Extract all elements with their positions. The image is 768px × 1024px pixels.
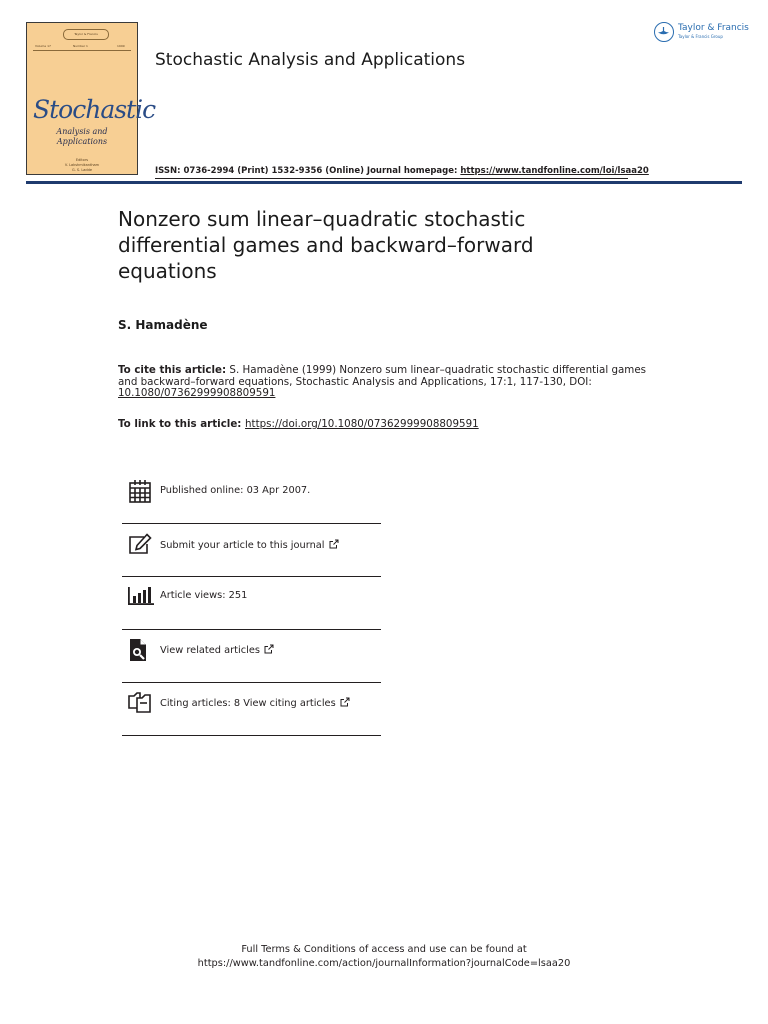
cover-subtitle — [27, 127, 137, 147]
cover-number: Number 1 — [73, 44, 88, 48]
related-articles-link[interactable] — [160, 644, 274, 657]
info-divider — [122, 682, 381, 683]
article-doi-url[interactable]: https://doi.org/10.1080/07362999908809591 — [245, 418, 479, 430]
citation-label: To cite this article: — [118, 364, 227, 376]
related-articles-row[interactable] — [122, 638, 381, 684]
article-link-block — [118, 419, 658, 431]
cover-volume: Volume 17 — [35, 44, 51, 48]
footer-terms-url[interactable]: https://www.tandfonline.com/action/journalInformation?journalCode=lsaa20 — [197, 958, 571, 969]
article-author: S. Hamadène — [118, 318, 208, 332]
info-divider — [122, 523, 381, 524]
published-online-row — [122, 479, 381, 525]
journal-cover — [26, 22, 156, 175]
cover-editor-2: G. S. Ladde — [71, 168, 93, 172]
submit-article-text: Submit your article to this journal — [160, 540, 325, 551]
footer-terms-line1: Full Terms & Conditions of access and use can be found at — [241, 944, 527, 955]
published-online-text: Published online: 03 Apr 2007. — [160, 485, 311, 496]
cover-title: Stochastic — [33, 95, 156, 124]
info-divider — [122, 735, 381, 736]
submit-article-link[interactable] — [160, 539, 339, 552]
publisher-logo-group: Taylor & Francis Group — [678, 34, 723, 39]
issn-line — [155, 166, 649, 176]
citing-articles-link[interactable] — [160, 697, 350, 710]
search-document-icon — [128, 638, 152, 662]
issn-text: ISSN: 0736-2994 (Print) 1532-9356 (Online) Journal homepage: — [155, 166, 461, 176]
footer-terms — [0, 943, 768, 971]
cover-publisher-mark: Taylor & Francis — [63, 29, 109, 40]
submit-article-row[interactable] — [122, 533, 381, 579]
edit-icon — [128, 533, 152, 557]
header-thin-divider — [155, 178, 628, 179]
cover-editor-1: V. Lakshmikantham — [64, 163, 100, 167]
publisher-logo-name: Taylor & Francis — [678, 23, 749, 33]
related-articles-text: View related articles — [160, 645, 260, 656]
cover-subtitle-line1: Analysis and — [56, 127, 108, 136]
article-views-row — [122, 584, 381, 630]
cover-subtitle-line2: Applications — [56, 137, 108, 146]
citing-articles-row[interactable] — [122, 691, 381, 737]
publisher-logo-icon — [654, 22, 674, 42]
info-divider — [122, 576, 381, 577]
citing-articles-text: Citing articles: 8 View citing articles — [160, 698, 336, 709]
external-link-icon — [264, 644, 274, 657]
article-link-label: To link to this article: — [118, 418, 246, 430]
cover-year: 1999 — [117, 44, 125, 48]
journal-title: Stochastic Analysis and Applications — [155, 50, 466, 70]
bar-chart-icon — [128, 584, 152, 608]
calendar-icon — [128, 479, 152, 503]
external-link-icon — [340, 697, 350, 710]
cover-editors — [27, 158, 137, 173]
info-divider — [122, 629, 381, 630]
citation-block — [118, 365, 658, 400]
citation-doi-link[interactable]: 10.1080/07362999908809591 — [118, 387, 276, 400]
citation-text: S. Hamadène (1999) Nonzero sum linear–quadratic stochastic differential games and backward–forward equations, Stochastic Analysis and Applications, 17:1, 117-130, DOI: — [118, 364, 647, 388]
cover-rule — [33, 50, 131, 51]
cover-editor-label: Editors — [75, 158, 89, 162]
article-views-text: Article views: 251 — [160, 590, 248, 601]
external-link-icon — [329, 539, 339, 552]
article-title: Nonzero sum linear–quadratic stochastic differential games and backward–forward equations — [118, 207, 534, 283]
citing-documents-icon — [128, 691, 152, 715]
journal-homepage-link[interactable]: https://www.tandfonline.com/loi/lsaa20 — [460, 166, 649, 176]
header-thick-divider — [26, 181, 742, 184]
